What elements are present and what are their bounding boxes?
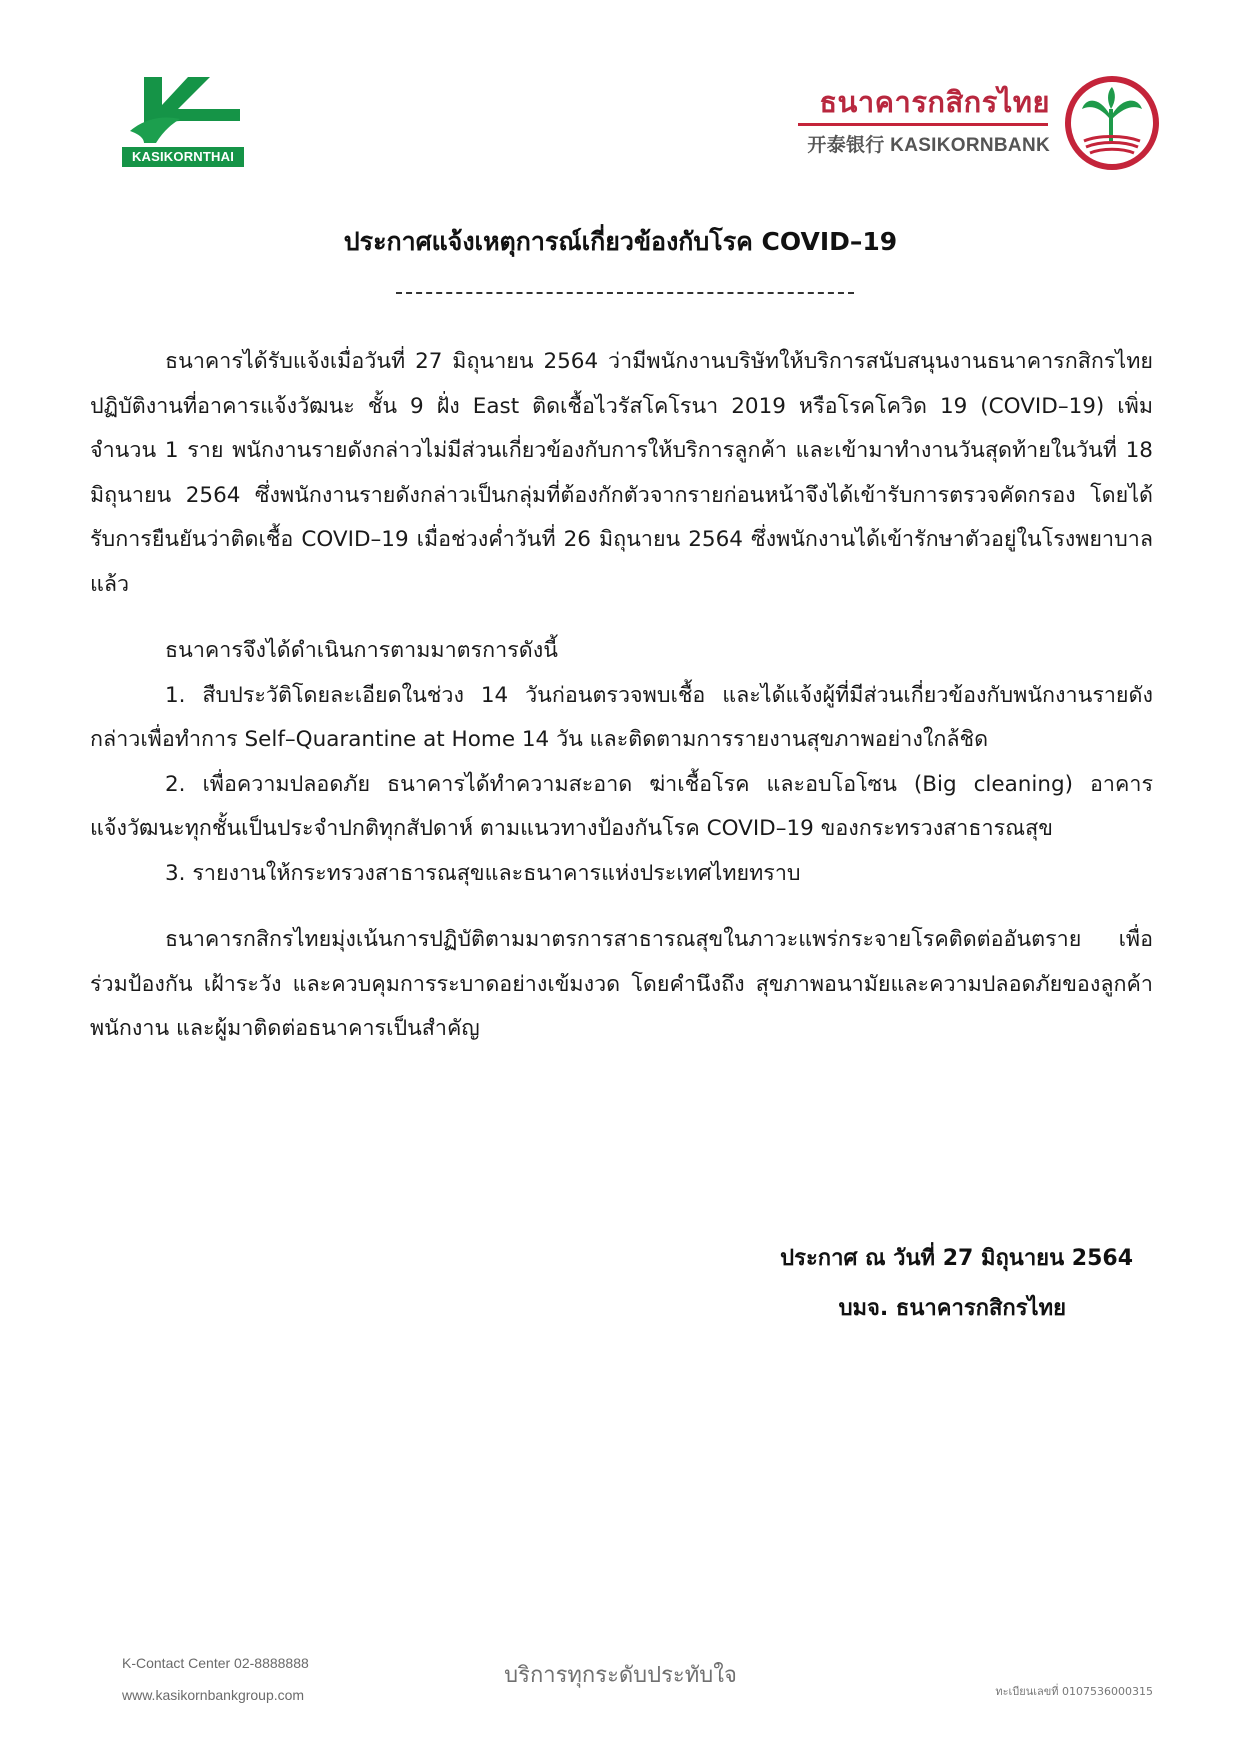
kasikornthai-k-icon bbox=[122, 75, 244, 147]
company-registration-number: ทะเบียนเลขที่ 0107536000315 bbox=[995, 1685, 1153, 1698]
kasikornthai-label: KASIKORNTHAI bbox=[122, 147, 244, 167]
measures-intro: ธนาคารจึงได้ดำเนินการตามมาตรการดังนี้ bbox=[165, 638, 558, 663]
kasikornthai-logo bbox=[122, 75, 244, 167]
kasikornbank-logo bbox=[790, 75, 1160, 171]
contact-center-number: K-Contact Center 02-8888888 bbox=[122, 1655, 309, 1671]
bank-name-thai: ธนาคารกสิกรไทย bbox=[819, 85, 1050, 119]
announcement-body bbox=[90, 340, 1153, 1052]
closing-paragraph: ธนาคารกสิกรไทยมุ่งเน้นการปฏิบัติตามมาตรการสาธารณสุขในภาวะแพร่กระจายโรคติดต่ออันตราย เพื่อร่วมป้องกัน เฝ้าระวัง และควบคุมการระบาดอย่างเข้มงวด โดยคำนึงถึง สุขภาพอนามัยและความปลอดภัยของลูกค้า พนักงาน และผู้มาติดต่อธนาคารเป็นสำคัญ bbox=[90, 927, 1153, 1041]
issuer-name: บมจ. ธนาคารกสิกรไทย bbox=[838, 1296, 1066, 1321]
measure-item-2: 2. เพื่อความปลอดภัย ธนาคารได้ทำความสะอาด ฆ่าเชื้อโรค และอบโอโซน (Big cleaning) อาคารแจ้งวัฒนะทุกชั้นเป็นประจำปกติทุกสัปดาห์ ตามแนวทางป้องกันโรค COVID–19 ของกระทรวงสาธารณสุข bbox=[90, 771, 1153, 841]
footer-slogan: บริการทุกระดับประทับใจ bbox=[504, 1663, 737, 1688]
title-divider bbox=[396, 292, 854, 294]
bank-name-english: 开泰银行 KASIKORNBANK bbox=[807, 135, 1050, 156]
website-address: www.kasikornbankgroup.com bbox=[122, 1687, 305, 1703]
announcement-date: ประกาศ ณ วันที่ 27 มิถุนายน 2564 bbox=[780, 1246, 1133, 1271]
bank-name-divider bbox=[798, 123, 1048, 126]
incident-paragraph: ธนาคารได้รับแจ้งเมื่อวันที่ 27 มิถุนายน 2564 ว่ามีพนักงานบริษัทให้บริการสนับสนุนงานธนาคารกสิกรไทย ปฏิบัติงานที่อาคารแจ้งวัฒนะ ชั้น 9 ฝั่ง East ติดเชื้อไวรัสโคโรนา 2019 หรือโรคโควิด 19 (COVID–19) เพิ่มจำนวน 1 ราย พนักงานรายดังกล่าวไม่มีส่วนเกี่ยวข้องกับการให้บริการลูกค้า และเข้ามาทำงานวันสุดท้ายในวันที่ 18 มิถุนายน 2564 ซึ่งพนักงานรายดังกล่าวเป็นกลุ่มที่ต้องกักตัวจากรายก่อนหน้าจึงได้เข้ารับการตรวจคัดกรอง โดยได้รับการยืนยันว่าติดเชื้อ COVID–19 เมื่อช่วงค่ำวันที่ 26 มิถุนายน 2564 ซึ่งพนักงานได้เข้ารักษาตัวอยู่ในโรงพยาบาลแล้ว bbox=[90, 349, 1153, 597]
measure-item-1: 1. สืบประวัติโดยละเอียดในช่วง 14 วันก่อนตรวจพบเชื้อ และได้แจ้งผู้ที่มีส่วนเกี่ยวข้องกับพนักงานรายดังกล่าวเพื่อทำการ Self–Quarantine at Home 14 วัน และติดตามการรายงานสุขภาพอย่างใกล้ชิด bbox=[90, 682, 1153, 752]
announcement-title: ประกาศแจ้งเหตุการณ์เกี่ยวข้องกับโรค COVID–19 bbox=[343, 227, 898, 256]
kasikornbank-rice-plant-icon bbox=[1064, 75, 1160, 171]
measure-item-3: 3. รายงานให้กระทรวงสาธารณสุขและธนาคารแห่งประเทศไทยทราบ bbox=[165, 860, 801, 886]
